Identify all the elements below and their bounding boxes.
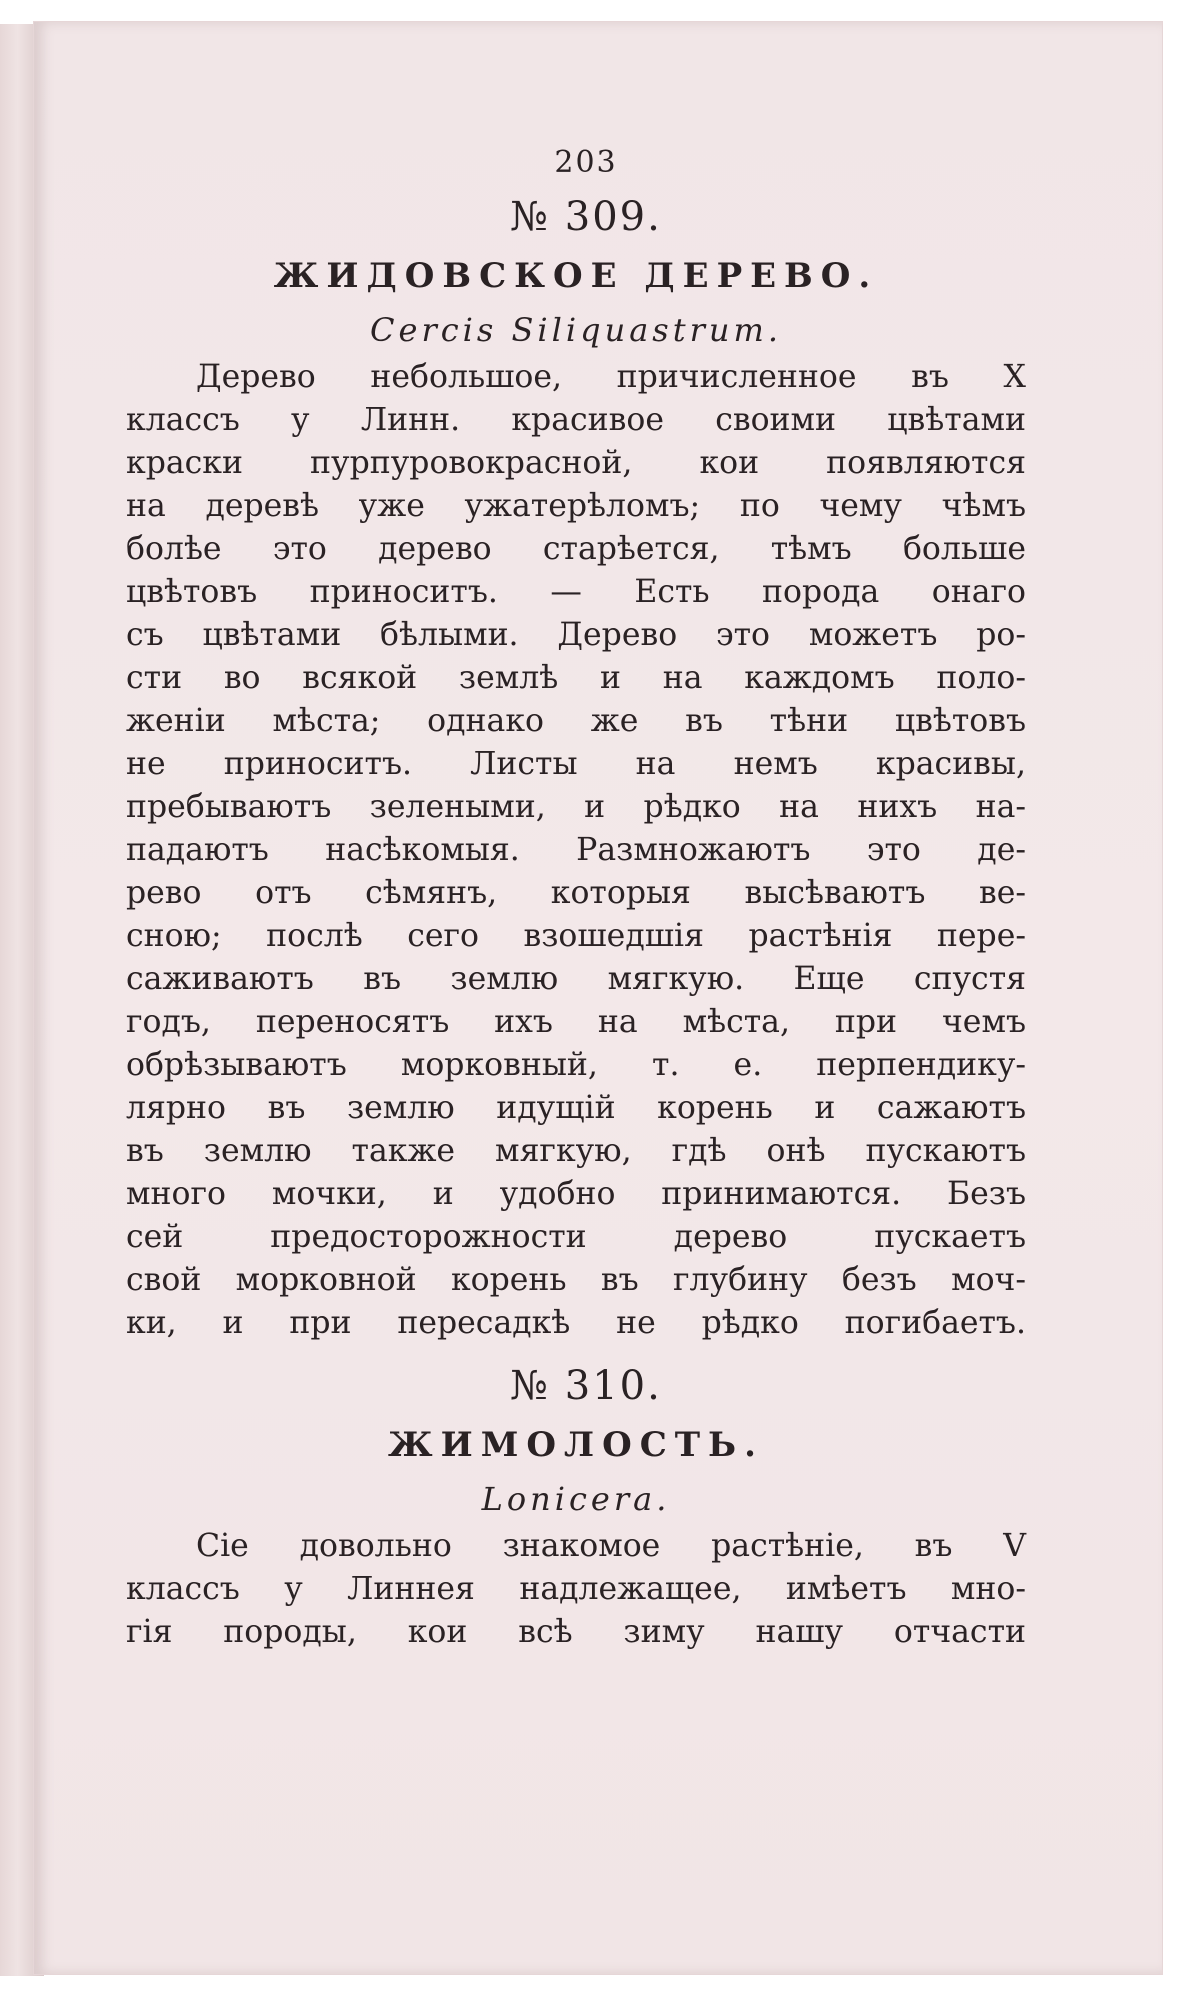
page-content bbox=[126, 140, 1026, 1654]
latin-name: Lonicera. bbox=[481, 1480, 671, 1518]
text-line: цвѣтовъ приноситъ. — Есть порода онаго bbox=[126, 574, 1026, 610]
text-line: болѣе это дерево старѣется, тѣмъ больше bbox=[126, 531, 1026, 567]
text-line: классъ у Линн. красивое своими цвѣтами bbox=[126, 402, 1026, 438]
entry-text bbox=[126, 1525, 1026, 1654]
book-page bbox=[34, 22, 1162, 1974]
text-line: рево отъ сѣмянъ, которыя высѣваютъ ве- bbox=[126, 875, 1026, 911]
text-line: въ землю также мягкую, гдѣ онѣ пускаютъ bbox=[126, 1133, 1026, 1169]
text-line: сти во всякой землѣ и на каждомъ поло- bbox=[126, 660, 1026, 696]
entry-title: ЖИМОЛОСТЬ. bbox=[388, 1425, 764, 1465]
entry-number: № 310. bbox=[510, 1363, 662, 1409]
text-line: сей предосторожности дерево пускаетъ bbox=[126, 1219, 1026, 1255]
text-line: гія породы, кои всѣ зиму нашу отчасти bbox=[126, 1614, 1026, 1650]
text-line: много мочки, и удобно принимаются. Безъ bbox=[126, 1176, 1026, 1212]
text-line: классъ у Линнея надлежащее, имѣетъ мно- bbox=[126, 1571, 1026, 1607]
text-line: Сіе довольно знакомое растѣніе, въ V bbox=[196, 1528, 1026, 1564]
text-line: свой морковной корень въ глубину безъ моч- bbox=[126, 1262, 1026, 1298]
text-line: лярно въ землю идущій корень и сажаютъ bbox=[126, 1090, 1026, 1126]
text-line: саживаютъ въ землю мягкую. Еще спустя bbox=[126, 961, 1026, 997]
text-line: не приноситъ. Листы на немъ красивы, bbox=[126, 746, 1026, 782]
entry-text bbox=[126, 356, 1026, 1345]
entry-title: ЖИДОВСКОЕ ДЕРЕВО. bbox=[273, 256, 879, 296]
text-line: обрѣзываютъ морковный, т. е. перпендику- bbox=[126, 1047, 1026, 1083]
entry-number: № 309. bbox=[510, 194, 662, 240]
text-line: ки, и при пересадкѣ не рѣдко погибаетъ. bbox=[126, 1305, 1026, 1341]
text-line: падаютъ насѣкомыя. Размножаютъ это де- bbox=[126, 832, 1026, 868]
text-line: пребываютъ зелеными, и рѣдко на нихъ на- bbox=[126, 789, 1026, 825]
text-line: сною; послѣ сего взошедшія растѣнія пере- bbox=[126, 918, 1026, 954]
text-line: годъ, переносятъ ихъ на мѣста, при чемъ bbox=[126, 1004, 1026, 1040]
text-line: краски пурпуровокрасной, кои появляются bbox=[126, 445, 1026, 481]
text-line: на деревѣ уже ужатерѣломъ; по чему чѣмъ bbox=[126, 488, 1026, 524]
text-line: съ цвѣтами бѣлыми. Дерево это можетъ ро- bbox=[126, 617, 1026, 653]
text-line: Дерево небольшое, причисленное въ X bbox=[196, 359, 1026, 395]
latin-name: Cercis Siliquastrum. bbox=[370, 311, 782, 349]
text-line: женіи мѣста; однако же въ тѣни цвѣтовъ bbox=[126, 703, 1026, 739]
page-number: 203 bbox=[554, 145, 618, 180]
